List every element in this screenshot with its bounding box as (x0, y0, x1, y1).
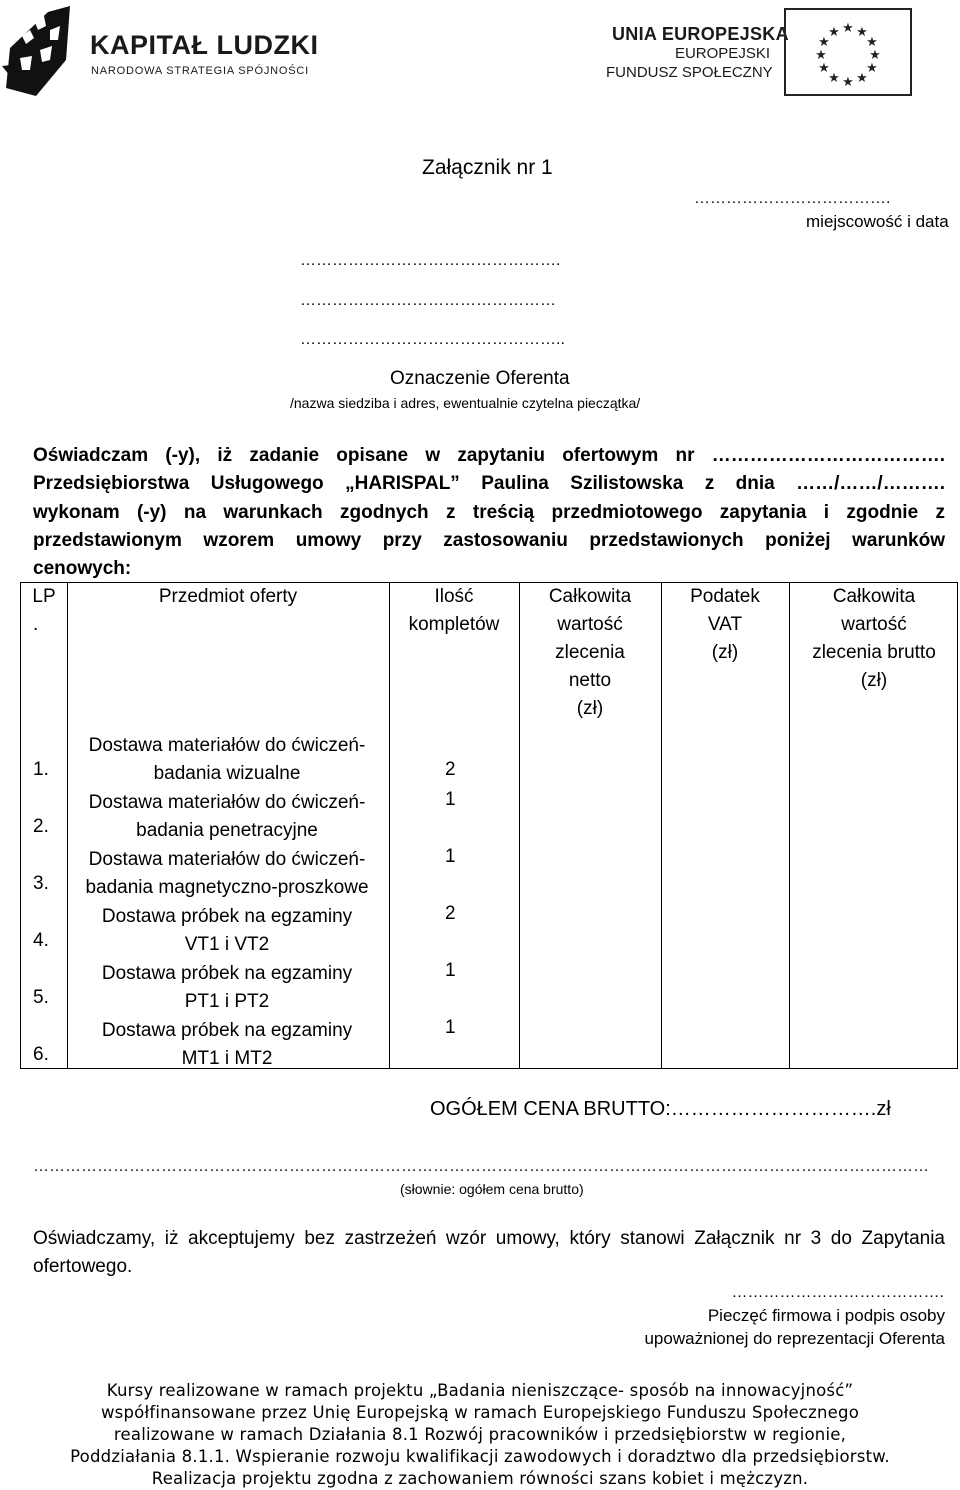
row-lp: 3. (33, 873, 49, 894)
eu-fund-line2: FUNDUSZ SPOŁECZNY (606, 64, 773, 81)
header-brutto-line2: wartość (841, 614, 907, 635)
statement-line-5: cenowych: (33, 558, 132, 579)
row-lp: 2. (33, 816, 49, 837)
row-description-line1: Dostawa próbek na egzaminy (101, 963, 353, 984)
svg-text:★: ★ (866, 35, 878, 50)
row-description-line2: badania penetracyjne (136, 820, 318, 841)
kapital-ludzki-subtitle: NARODOWA STRATEGIA SPÓJNOŚCI (91, 65, 309, 77)
footer-line-2: współfinansowane przez Unię Europejską w ramach Europejskiego Funduszu Społecznego (100, 1403, 859, 1422)
eu-title: UNIA EUROPEJSKA (612, 24, 789, 44)
row-description (67, 1017, 387, 1073)
row-quantity: 2 (445, 759, 456, 780)
row-lp: 6. (33, 1044, 49, 1065)
footer-line-5: Realizacja projektu zgodna z zachowaniem równości szans kobiet i mężczyzn. (151, 1469, 809, 1488)
eu-flag-icon (784, 8, 912, 96)
row-quantity: 1 (445, 789, 456, 810)
header-ilosc-line2: kompletów (408, 614, 500, 635)
svg-text:★: ★ (866, 61, 878, 76)
acceptance-line-1: Oświadczamy, iż akceptujemy bez zastrzeżeń wzór umowy, który stanowi Załącznik nr 3 do Zapytania (33, 1228, 945, 1249)
oferent-label: Oznaczenie Oferenta (390, 368, 570, 389)
svg-text:★: ★ (869, 48, 881, 63)
row-description-line1: Dostawa materiałów do ćwiczeń- (88, 849, 366, 870)
header-lp-line1: LP (32, 586, 56, 607)
row-description-line2: PT1 i PT2 (184, 991, 270, 1012)
row-quantity: 2 (445, 903, 456, 924)
row-lp: 1. (33, 759, 49, 780)
header-brutto-line3: zlecenia brutto (812, 642, 936, 663)
header-vat-line2: VAT (707, 614, 743, 635)
row-description-line2: MT1 i MT2 (181, 1048, 273, 1069)
row-description-line2: badania magnetyczno-proszkowe (85, 877, 369, 898)
header-netto (519, 583, 661, 723)
header-przedmiot: Przedmiot oferty (158, 586, 298, 607)
eu-fund-line1: EUROPEJSKI (674, 45, 770, 62)
header-netto-line1: Całkowita (548, 586, 632, 607)
header-brutto-line4: (zł) (860, 670, 888, 691)
svg-text:★: ★ (842, 75, 854, 90)
row-quantity: 1 (445, 1017, 456, 1038)
total-in-words-label: (słownie: ogółem cena brutto) (400, 1181, 584, 1197)
date-field[interactable]: ………………………………. (694, 190, 891, 207)
row-lp: 5. (33, 987, 49, 1008)
row-description-line2: VT1 i VT2 (184, 934, 270, 955)
oferent-field-3[interactable]: ………………………………………….. (300, 331, 565, 348)
header-netto-line2: wartość (557, 614, 623, 635)
row-description (67, 846, 387, 902)
header-vat (661, 583, 789, 667)
svg-text:★: ★ (828, 71, 840, 86)
header-vat-line1: Podatek (690, 586, 760, 607)
statement-line-1: Oświadczam (-y), iż zadanie opisane w zapytaniu ofertowym nr ………………………………. (33, 445, 945, 466)
svg-text:★: ★ (856, 25, 868, 40)
svg-text:★: ★ (818, 35, 830, 50)
row-lp: 4. (33, 930, 49, 951)
svg-text:★: ★ (815, 48, 827, 63)
header-ilosc (389, 583, 519, 639)
footer-line-3: realizowane w ramach Działania 8.1 Rozwój pracowników i przedsiębiorstw w regionie, (113, 1425, 847, 1444)
row-description-line1: Dostawa próbek na egzaminy (101, 906, 353, 927)
total-in-words-field[interactable]: …………………………………………………………………………………………………………………………………………………… (33, 1158, 929, 1175)
date-label: miejscowość i data (806, 212, 949, 231)
statement-line-3: wykonam (-y) na warunkach zgodnych z treścią przedmiotowego zapytania i zgodnie z (33, 502, 945, 523)
header-lp-line2: . (33, 614, 39, 635)
oferent-sublabel: /nazwa siedziba i adres, ewentualnie czytelna pieczątka/ (290, 395, 641, 411)
row-description-line1: Dostawa próbek na egzaminy (101, 1020, 353, 1041)
oferent-field-1[interactable]: …………………………………………. (300, 252, 561, 269)
signature-field[interactable]: …………………………………. (731, 1284, 944, 1301)
row-description (67, 732, 387, 788)
header-netto-line5: (zł) (576, 698, 604, 719)
row-description (67, 789, 387, 845)
header-vat-line3: (zł) (711, 642, 739, 663)
statement-line-2: Przedsiębiorstwa Usługowego „HARISPAL” Paulina Szilistowska z dnia ……/……/………. (33, 473, 945, 494)
header-netto-line4: netto (568, 670, 612, 691)
offer-table (20, 582, 958, 1069)
svg-text:★: ★ (828, 25, 840, 40)
row-quantity: 1 (445, 960, 456, 981)
total-price-field[interactable]: OGÓŁEM CENA BRUTTO:………………………….zł (430, 1098, 891, 1120)
header-lp (21, 583, 67, 639)
oferent-field-2[interactable]: ………………………………………… (300, 292, 556, 309)
acceptance-line-2: ofertowego. (33, 1256, 133, 1277)
document-title: Załącznik nr 1 (422, 156, 553, 179)
row-quantity: 1 (445, 846, 456, 867)
header-netto-line3: zlecenia (555, 642, 625, 663)
row-description-line1: Dostawa materiałów do ćwiczeń- (88, 735, 366, 756)
header-brutto-line1: Całkowita (832, 586, 916, 607)
row-description-line1: Dostawa materiałów do ćwiczeń- (88, 792, 366, 813)
signature-label-2: upoważnionej do reprezentacji Oferenta (644, 1329, 945, 1348)
row-description (67, 903, 387, 959)
row-description-line2: badania wizualne (153, 763, 301, 784)
header-ilosc-line1: Ilość (434, 586, 474, 607)
kapital-ludzki-emblem-icon (0, 0, 90, 100)
signature-label-1: Pieczęć firmowa i podpis osoby (707, 1306, 945, 1325)
kapital-ludzki-title: KAPITAŁ LUDZKI (90, 30, 319, 60)
footer-line-1: Kursy realizowane w ramach projektu „Badania nieniszczące- sposób na innowacyjność” (106, 1381, 854, 1400)
footer-line-4: Poddziałania 8.1.1. Wspieranie rozwoju kwalifikacji zawodowych i doradztwo dla przedsiębiorstw. (70, 1447, 890, 1466)
statement-line-4: przedstawionym wzorem umowy przy zastosowaniu przedstawionych poniżej warunków (33, 530, 945, 551)
row-description (67, 960, 387, 1016)
table-column-divider (389, 583, 390, 1068)
svg-text:★: ★ (818, 61, 830, 76)
svg-text:★: ★ (856, 71, 868, 86)
header-brutto (789, 583, 959, 695)
svg-text:★: ★ (842, 21, 854, 36)
